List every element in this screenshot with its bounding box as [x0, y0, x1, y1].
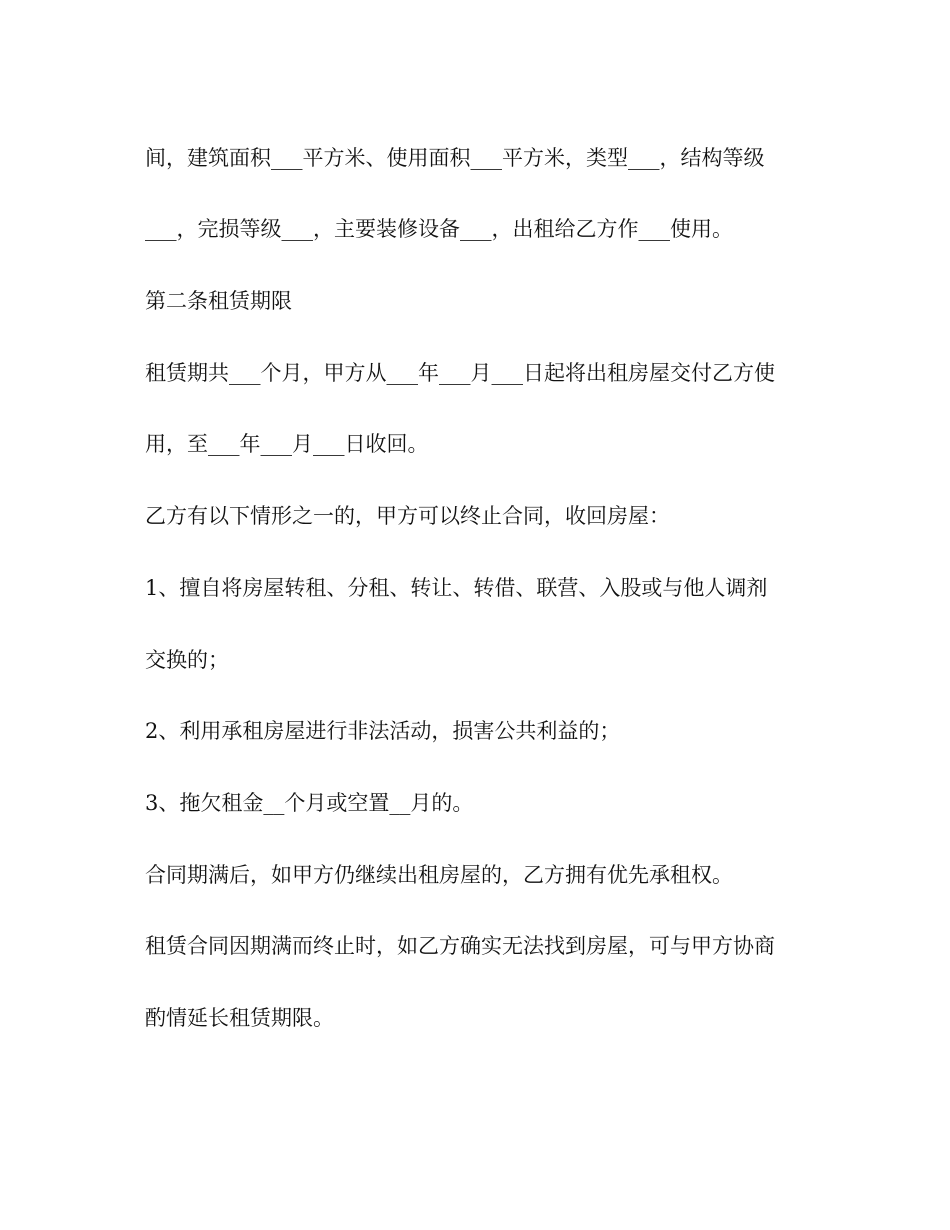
text-line: 乙方有以下情形之一的，甲方可以终止合同，收回房屋： [145, 504, 670, 528]
list-item: 2、利用承租房屋进行非法活动，损害公共利益的； [145, 719, 621, 743]
text-line: 合同期满后，如甲方仍继续出租房屋的，乙方拥有优先承租权。 [145, 863, 733, 887]
section-heading: 第二条租赁期限 [145, 289, 292, 313]
list-item: 3、拖欠租金__个月或空置__月的。 [145, 791, 474, 815]
text-line: 租赁期共___个月，甲方从___年___月___日起将出租房屋交付乙方使 [145, 361, 775, 385]
text-line: ___，完损等级___，主要装修设备___，出租给乙方作___使用。 [145, 217, 733, 241]
text-line: 用，至___年___月___日收回。 [145, 432, 429, 456]
text-line: 租赁合同因期满而终止时，如乙方确实无法找到房屋，可与甲方协商 [145, 934, 775, 958]
text-line: 酌情延长租赁期限。 [145, 1006, 334, 1030]
text-line: 间，建筑面积___平方米、使用面积___平方米，类型___，结构等级 [145, 146, 765, 170]
text-line: 交换的； [145, 648, 229, 672]
list-item: 1、擅自将房屋转租、分租、转让、转借、联营、入股或与他人调剂 [145, 576, 768, 600]
